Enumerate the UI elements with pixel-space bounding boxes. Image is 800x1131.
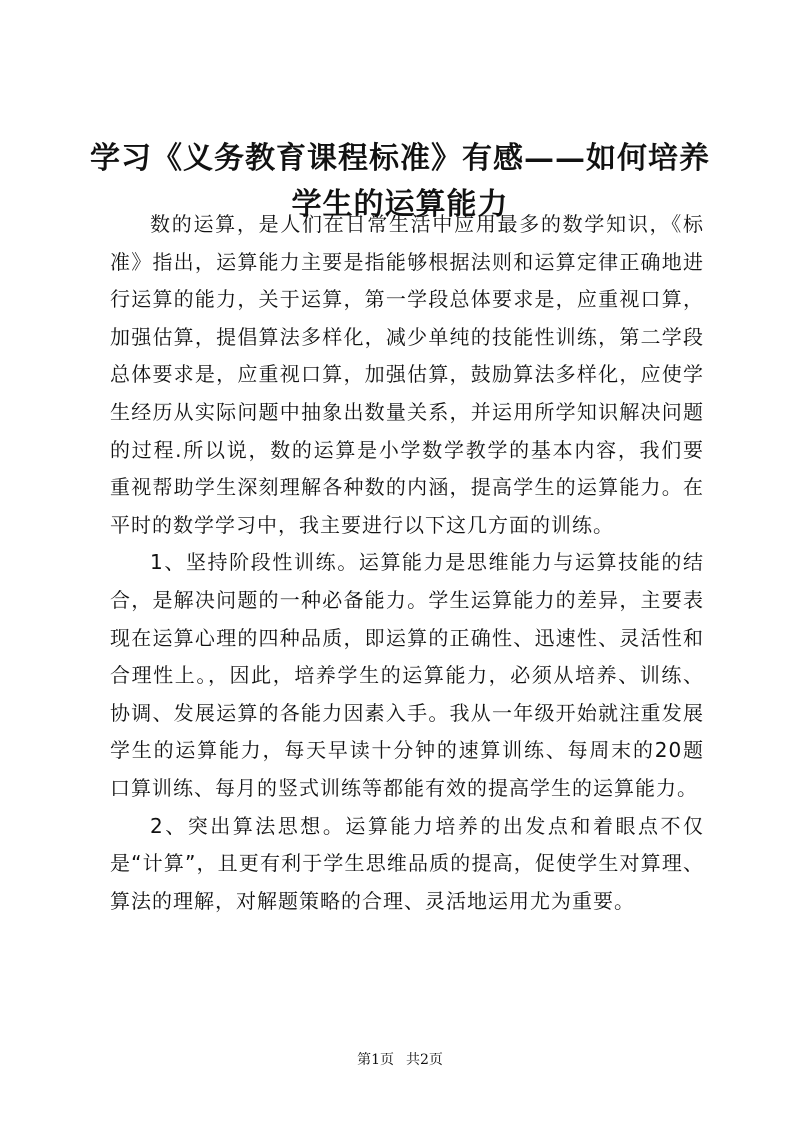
- paragraph-point-2: 2、突出算法思想。运算能力培养的出发点和着眼点不仅是“计算”，且更有利于学生思维品质的提高，促使学生对算理、算法的理解，对解题策略的合理、灵活地运用尤为重要。: [110, 813, 704, 913]
- page-total: 共2页: [406, 1052, 443, 1068]
- paragraph-intro: 数的运算，是人们在日常生活中应用最多的数学知识，《标准》指出，运算能力主要是指能够根据法则和运算定律正确地进行运算的能力，关于运算，第一学段总体要求是，应重视口算，加强估算，提倡算法多样化，减少单纯的技能性训练，第二学段总体要求是，应重视口算，加强估算，鼓励算法多样化，应使学生经历从实际问题中抽象出数量关系，并运用所学知识解决问题的过程.所以说，数的运算是小学数学教学的基本内容，我们要重视帮助学生深刻理解各种数的内涵，提高学生的运算能力。在平时的数学学习中，我主要进行以下这几方面的训练。: [110, 212, 704, 537]
- document-body: [110, 206, 704, 920]
- paragraph-point-1: 1、坚持阶段性训练。运算能力是思维能力与运算技能的结合，是解决问题的一种必备能力。学生运算能力的差异，主要表现在运算心理的四种品质，即运算的正确性、迅速性、灵活性和合理性上。，因此，培养学生的运算能力，必须从培养、训练、协调、发展运算的各能力因素入手。我从一年级开始就注重发展学生的运算能力，每天早读十分钟的速算训练、每周末的20题口算训练、每月的竖式训练等都能有效的提高学生的运算能力。: [110, 550, 704, 800]
- page-footer: [0, 1050, 800, 1070]
- document-title: 学习《义务教育课程标准》有感——如何培养学生的运算能力: [90, 141, 710, 222]
- page-number: 第1页: [357, 1052, 394, 1068]
